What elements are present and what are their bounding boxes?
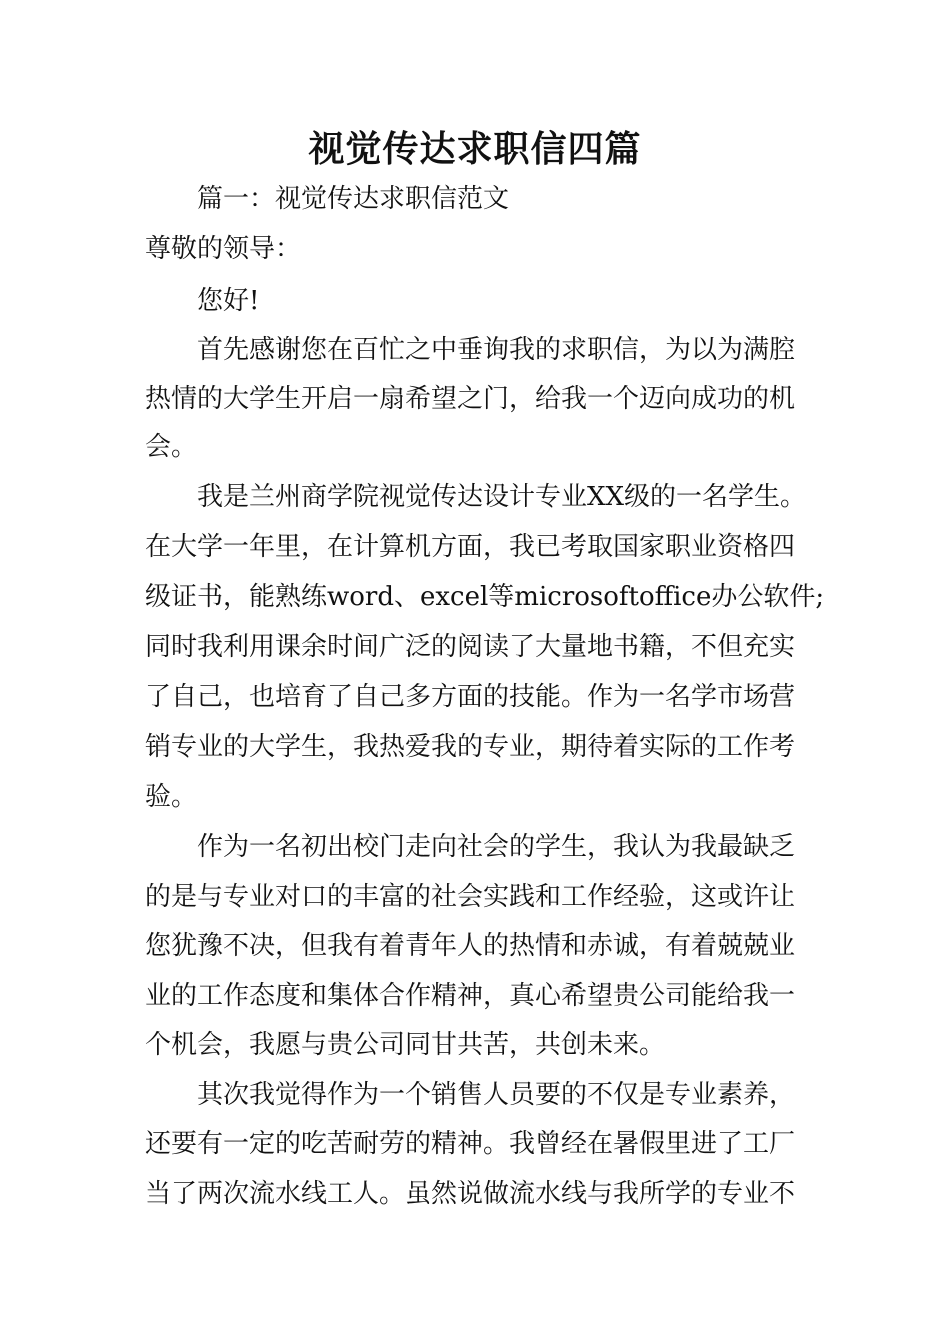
body-line: 个机会，我愿与贵公司同甘共苦，共创未来。 (145, 1030, 666, 1060)
body-line: 您犹豫不决，但我有着青年人的热情和赤诚，有着兢兢业 (145, 931, 796, 961)
body-line: 销专业的大学生，我热爱我的专业，期待着实际的工作考 (145, 732, 796, 762)
greeting: 您好! (197, 286, 260, 316)
body-line: 首先感谢您在百忙之中垂询我的求职信，为以为满腔 (197, 335, 796, 365)
salutation: 尊敬的领导： (145, 234, 302, 264)
body-line: 会。 (145, 432, 198, 462)
body-line: 业的工作态度和集体合作精神，真心希望贵公司能给我一 (145, 981, 796, 1011)
body-line: 的是与专业对口的丰富的社会实践和工作经验，这或许让 (145, 882, 796, 912)
section-heading: 篇一：视觉传达求职信范文 (197, 184, 510, 214)
body-line: 热情的大学生开启一扇希望之门，给我一个迈向成功的机 (145, 384, 796, 414)
body-line: 其次我觉得作为一个销售人员要的不仅是专业素养， (197, 1080, 796, 1110)
body-line: 当了两次流水线工人。虽然说做流水线与我所学的专业不 (145, 1179, 796, 1209)
body-line: 还要有一定的吃苦耐劳的精神。我曾经在暑假里进了工厂 (145, 1129, 796, 1159)
body-line: 了自己，也培育了自己多方面的技能。作为一名学市场营 (145, 682, 796, 712)
body-line: 作为一名初出校门走向社会的学生，我认为我最缺乏 (197, 832, 796, 862)
document-title: 视觉传达求职信四篇 (308, 128, 642, 170)
body-line: 同时我利用课余时间广泛的阅读了大量地书籍，不但充实 (145, 632, 796, 662)
body-line: 在大学一年里，在计算机方面，我已考取国家职业资格四 (145, 532, 796, 562)
body-line: 我是兰州商学院视觉传达设计专业XX级的一名学生。 (197, 482, 807, 512)
body-line: 级证书，能熟练word、excel等microsoftoffice办公软件; (145, 582, 825, 612)
body-line: 验。 (145, 782, 198, 812)
